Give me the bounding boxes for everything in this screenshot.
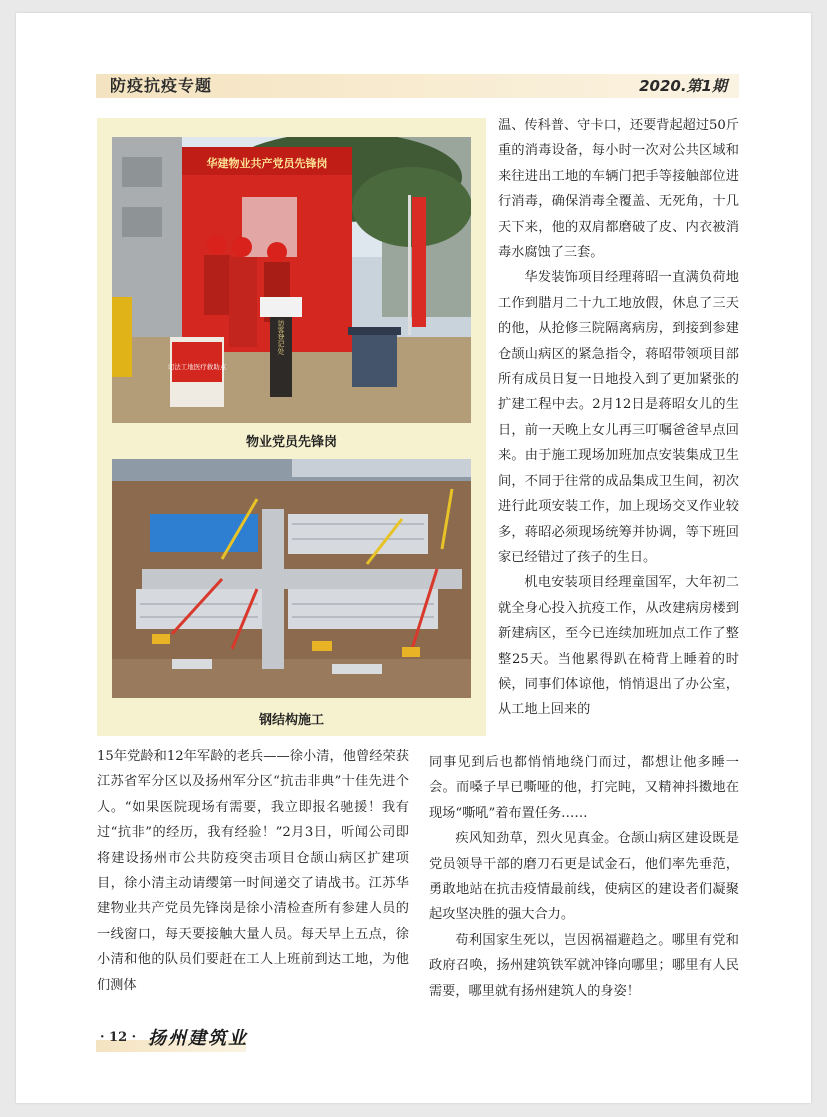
paragraph: 同事见到后也都悄悄地绕门而过，都想让他多睡一会。而嗓子早已嘶哑的他，打完盹，又精神抖擞地在现场“嘶吼”着布置任务…… — [429, 755, 739, 821]
paragraph: 机电安装项目经理童国军，大年初二就全身心投入抗疫工作，从改建病房楼到新建病区，至今已连续加班加点工作了整整25天。当他累得趴在椅背上睡着的时候，同事们体谅他，悄悄退出了办公室，从工地上回来的 — [498, 575, 739, 718]
page-number: · 12 · — [100, 1030, 137, 1045]
paragraph: 15年党龄和12年军龄的老兵——徐小清，他曾经荣获江苏省军分区以及扬州军分区“抗击非典”十佳先进个人。“如果医院现场有需要，我立即报名驰援！我有过“抗非”的经历，我有经验！”2月3日，听闻公司即将建设扬州市公共防疫突击项目仓颉山病区扩建项目，徐小清主动请缨第一时间递交了请战书。江苏华建物业共产党员先锋岗是徐小清检查所有参建人员的一线窗口，每天要接触大量人员。每天早上五点，徐小清和他的队员们要赶在工人上班前到达工地，为他们测体 — [97, 749, 409, 993]
photo-kiosk-volunteers — [112, 137, 471, 423]
medical-box-label: 司法工地医疗救助点 — [167, 363, 227, 371]
section-title: 防疫抗疫专题 — [110, 76, 213, 95]
left-column-text — [97, 744, 409, 998]
podium-label: 访客登记处 — [277, 319, 285, 355]
issue-number: 2020.第1期 — [639, 77, 727, 95]
photo-steel-construction-aerial — [112, 459, 471, 698]
paragraph: 温、传科普、守卡口，还要背起超过50斤重的消毒设备，每小时一次对公共区域和来往进出工地的车辆门把手等接触部位进行消毒，确保消毒全覆盖、无死角，十几天下来，他的双肩都磨破了皮、内衣被消毒水腐蚀了三套。 — [498, 118, 739, 261]
kiosk-sign: 华建物业共产党员先锋岗 — [206, 157, 328, 170]
publication-logo: 扬州建筑业 — [148, 1028, 248, 1049]
figure-2-caption: 钢结构施工 — [258, 713, 324, 728]
right-column-lower-text — [429, 750, 739, 1004]
figure-1-caption: 物业党员先锋岗 — [245, 435, 337, 450]
paragraph: 华发装饰项目经理蒋昭一直满负荷地工作到腊月二十九工地放假，休息了三天的他，从抢修三院隔离病房，到接到参建仓颉山病区的紧急指令，蒋昭带领项目部所有成员日复一日地投入到了更加紧张的扩建工程中去。2月12日是蒋昭女儿的生日，前一天晚上女儿再三叮嘱爸爸早点回来。由于施工现场加班加点安装集成卫生间，不同于往常的成品集成卫生间，初次进行此项安装工作，加上现场交叉作业较多，蒋昭必须现场统筹并协调，等下班回家已经错过了孩子的生日。 — [498, 270, 739, 565]
paragraph: 苟利国家生死以，岂因祸福避趋之。哪里有党和政府召唤，扬州建筑铁军就冲锋向哪里；哪里有人民需要，哪里就有扬州建筑人的身姿！ — [429, 932, 739, 999]
right-column-text — [498, 113, 739, 723]
paragraph: 疾风知劲草，烈火见真金。仓颉山病区建设既是党员领导干部的磨刀石更是试金石，他们率先垂范，勇敢地站在抗击疫情最前线，使病区的建设者们凝聚起攻坚决胜的强大合力。 — [429, 831, 739, 923]
